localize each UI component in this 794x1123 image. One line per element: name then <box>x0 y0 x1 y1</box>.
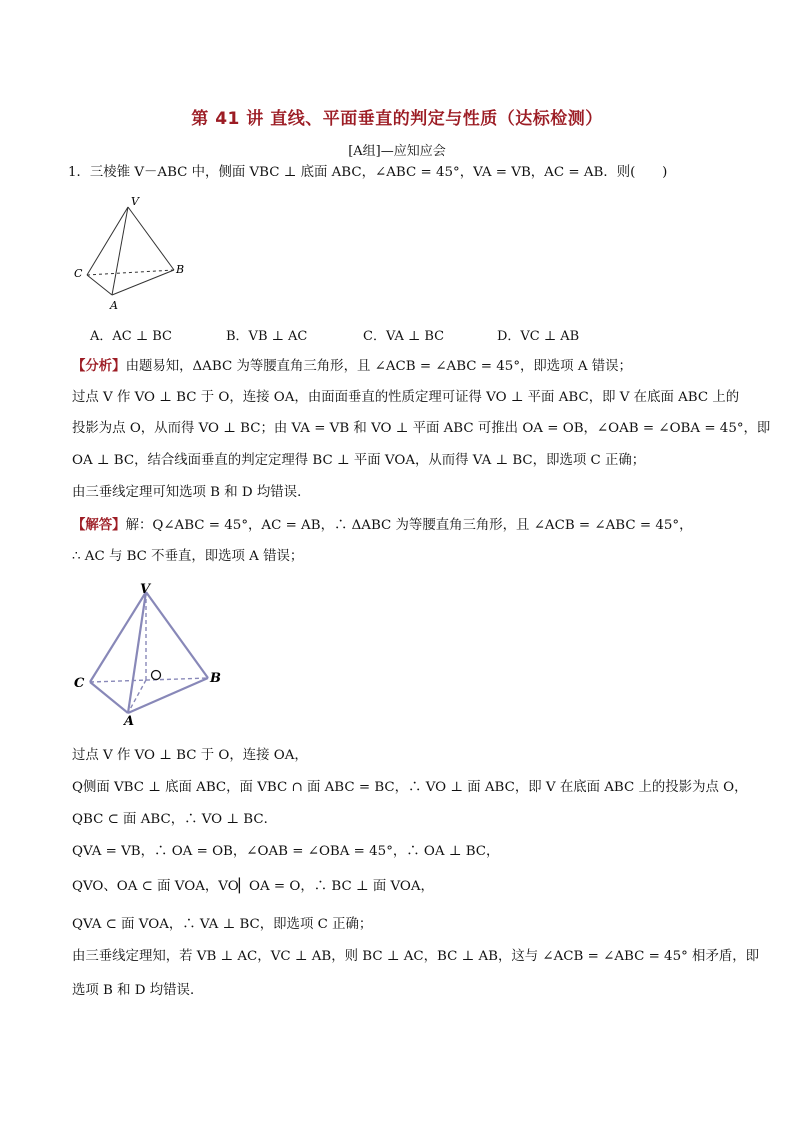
solution-tag: 【解答】 <box>72 517 126 533</box>
point-o-marker <box>152 671 161 680</box>
option-b: B．VB ⊥ AC <box>226 329 308 344</box>
solution-line-2: ∴ AC 与 BC 不垂直，即选项 A 错误； <box>72 549 304 564</box>
analysis-text-1: 由题易知，ΔABC 为等腰直角三角形，且 ∠ACB = ∠ABC = 45°，即选项 A 错误； <box>125 359 632 374</box>
group-heading: [A组]—应知应会 <box>348 144 446 159</box>
solution-text-1: 解：Q∠ABC = 45°，AC = AB，∴ ΔABC 为等腰直角三角形，且 ∠ACB = ∠ABC = 45°， <box>125 518 693 533</box>
vertex-label-b: B <box>210 671 221 686</box>
solution-line-7: QVO、OA ⊂ 面 VOA，VO▏OA = O，∴ BC ⊥ 面 VOA， <box>72 879 434 894</box>
vertex-label-v: V <box>131 195 139 208</box>
solution-line-10: 选项 B 和 D 均错误． <box>72 983 204 998</box>
solution-line-6: QVA = VB，∴ OA = OB，∠OAB = ∠OBA = 45°，∴ OA ⊥ BC， <box>72 844 500 859</box>
analysis-line-2: 过点 V 作 VO ⊥ BC 于 O，连接 OA，由面面垂直的性质定理可证得 VO ⊥ 平面 ABC，即 V 在底面 ABC 上的 <box>72 390 740 405</box>
vertex-label-a: A <box>124 714 135 726</box>
solution-line-8: QVA ⊂ 面 VOA，∴ VA ⊥ BC，即选项 C 正确； <box>72 917 373 932</box>
question-1-stem: 1．三棱锥 V－ABC 中，侧面 VBC ⊥ 底面 ABC，∠ABC = 45°，VA = VB，AC = AB．则( ) <box>68 165 668 180</box>
option-a: A．AC ⊥ BC <box>90 329 172 344</box>
vertex-label-c: C <box>74 267 83 280</box>
analysis-line-5: 由三垂线定理可知选项 B 和 D 均错误． <box>72 485 311 500</box>
solution-line-1 <box>72 516 732 535</box>
pyramid-figure-1 <box>70 195 200 315</box>
pyramid-figure-2 <box>70 578 230 726</box>
vertex-label-b: B <box>176 263 185 276</box>
solution-line-3: 过点 V 作 VO ⊥ BC 于 O，连接 OA， <box>72 748 308 763</box>
solution-line-4: Q侧面 VBC ⊥ 底面 ABC，面 VBC ∩ 面 ABC = BC，∴ VO ⊥ 面 ABC，即 V 在底面 ABC 上的投影为点 O， <box>72 780 748 795</box>
solution-line-5: QBC ⊂ 面 ABC，∴ VO ⊥ BC． <box>72 812 277 827</box>
vertex-label-c: C <box>74 676 85 691</box>
page-title: 第 41 讲 直线、平面垂直的判定与性质（达标检测） <box>191 109 603 129</box>
analysis-line-1 <box>72 357 732 376</box>
vertex-label-a: A <box>110 299 118 312</box>
vertex-label-v: V <box>140 582 151 597</box>
option-d: D．VC ⊥ AB <box>497 329 580 344</box>
solution-line-9: 由三垂线定理知，若 VB ⊥ AC，VC ⊥ AB，则 BC ⊥ AC，BC ⊥ AB，这与 ∠ACB = ∠ABC = 45° 相矛盾，即 <box>72 949 760 964</box>
option-c: C．VA ⊥ BC <box>363 329 445 344</box>
analysis-line-3: 投影为点 O，从而得 VO ⊥ BC；由 VA = VB 和 VO ⊥ 平面 ABC 可推出 OA = OB，∠OAB = ∠OBA = 45°，即 <box>72 421 771 436</box>
analysis-line-4: OA ⊥ BC，结合线面垂直的判定定理得 BC ⊥ 平面 VOA，从而得 VA ⊥ BC，即选项 C 正确； <box>72 453 646 468</box>
analysis-tag: 【分析】 <box>72 358 126 374</box>
